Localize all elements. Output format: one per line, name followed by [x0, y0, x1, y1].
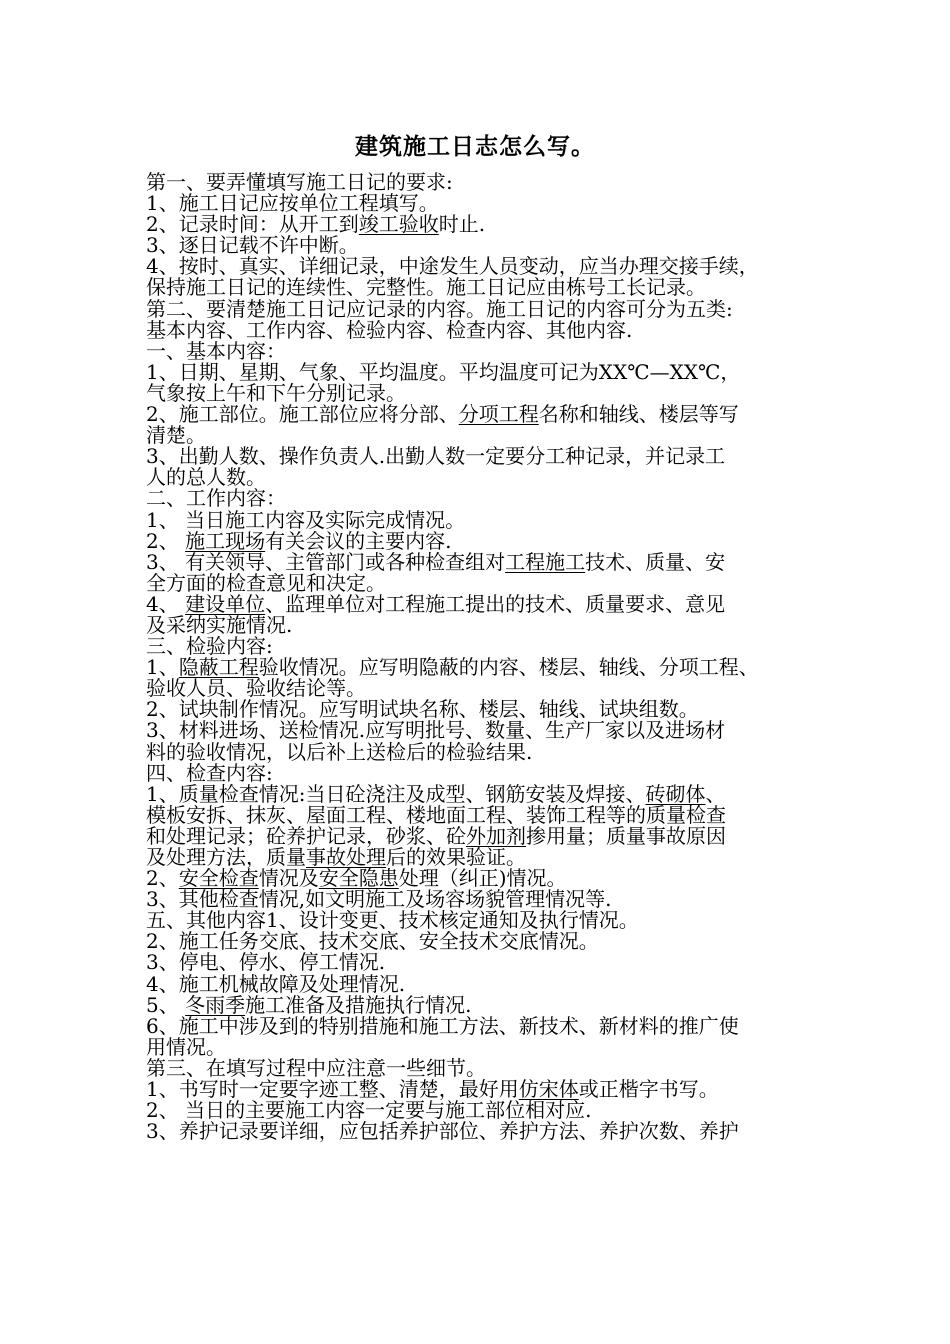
underlined-term: 隐蔽工程 — [178, 655, 259, 680]
text-segment: 有关会议的主要内容. — [265, 528, 452, 553]
text-line — [146, 720, 826, 741]
text-segment: 2、施工部位。施工部位应将分部、 — [146, 402, 459, 427]
text-segment: 第二、要清楚施工日记应记录的内容。施工日记的内容可分为五类: — [146, 296, 733, 321]
underlined-term: 仿宋体 — [518, 1077, 579, 1102]
text-line — [146, 678, 826, 699]
text-segment: 4、按时、真实、详细记录，中途发生人员变动，应当办理交接手续， — [146, 254, 759, 279]
text-line — [146, 425, 826, 446]
text-segment: 料的验收情况，以后补上送检后的检验结果. — [146, 739, 533, 764]
text-line — [146, 889, 826, 910]
text-segment: 施工准备及措施执行情况. — [245, 992, 472, 1017]
text-line — [146, 868, 826, 889]
text-line — [146, 338, 826, 363]
text-segment: 技术、质量、安 — [585, 549, 726, 574]
text-line — [146, 1121, 826, 1142]
text-line — [146, 1034, 826, 1059]
text-line — [146, 296, 826, 321]
text-line — [146, 317, 826, 342]
text-segment: 人的总人数。 — [146, 465, 266, 490]
text-segment: 1、质量检查情况:当日砼浇注及成型、钢筋安装及焊接、 — [146, 781, 646, 806]
text-line — [146, 1100, 826, 1121]
underlined-term: 外加剂 — [466, 823, 526, 848]
underlined-term: 工程施工 — [505, 549, 586, 574]
text-segment: 情况及 — [258, 866, 319, 891]
text-segment: 1、书写时一定要字迹工整、清楚，最好用 — [146, 1077, 519, 1102]
text-line — [146, 256, 826, 277]
text-segment: 三、检验内容: — [146, 634, 273, 659]
underlined-term: 冬雨季 — [185, 992, 246, 1017]
underlined-term: 竣工验收 — [358, 212, 439, 237]
text-line — [146, 971, 826, 996]
underlined-term: 分项工程 — [458, 402, 539, 427]
document-body — [146, 172, 826, 1142]
text-segment: 第三、在填写过程中应注意一些细节。 — [146, 1055, 486, 1080]
text-segment: 4、施工机械故障及处理情况. — [146, 971, 406, 996]
text-segment: 、监理单位对工程施工提出的技术、质量要求、意见 — [265, 591, 726, 616]
text-segment: 五、其他内容1、设计变更、技术核定通知及执行情况。 — [146, 908, 639, 933]
text-segment: 4、 — [146, 591, 186, 616]
text-line — [146, 570, 826, 595]
text-line — [146, 802, 826, 827]
text-segment: 、 — [705, 781, 726, 806]
text-segment: 验收人员、验收结论等。 — [146, 676, 366, 701]
text-segment: 时止. — [438, 212, 486, 237]
text-line — [146, 657, 826, 678]
text-segment: 5、 — [146, 992, 186, 1017]
text-line — [146, 446, 826, 467]
text-segment: 3、材料进场、送检情况.应写明批号、数量、生产厂家以及进场材 — [146, 718, 726, 743]
text-segment: 名称和轴线、楼层等写 — [538, 402, 739, 427]
text-line — [146, 467, 826, 488]
text-line — [146, 528, 826, 553]
text-line — [146, 404, 826, 425]
text-segment: 6、施工中涉及到的特别措施和施工方法、新技术、新材料的推广使 — [146, 1013, 739, 1038]
document-title: 建筑施工日志怎么写。 — [355, 133, 595, 160]
text-line — [146, 1055, 826, 1080]
text-line — [146, 636, 826, 657]
text-segment: 四、检查内容: — [146, 760, 273, 785]
text-segment: 处理（纠正)情况。 — [398, 866, 567, 891]
text-line — [146, 488, 826, 509]
text-segment: 3、 有关领导、主管部门或各种检查组对 — [146, 549, 506, 574]
text-segment: 全方面的检查意见和决定。 — [146, 570, 386, 595]
text-segment: 及处理方法，质量 — [146, 845, 306, 869]
text-segment: 3、逐日记载不许中断。 — [146, 233, 359, 258]
text-segment: 2、 当日的主要施工内容一定要与施工部位相对应. — [146, 1098, 592, 1123]
text-segment: 验收情况。应写明隐蔽的内容、楼层、轴线、分项工程、 — [258, 655, 759, 680]
text-segment: 和处理记录；砼养护记录，砂浆、砼 — [146, 823, 466, 848]
underlined-term: 施工现场 — [185, 528, 266, 553]
text-segment: 第一、要弄懂填写施工日记的要求: — [146, 170, 453, 194]
text-line — [146, 931, 826, 952]
text-segment: 保持施工日记的连续性、完整性。施工日记应由栋号工长记录。 — [146, 275, 706, 300]
text-line — [146, 172, 826, 193]
text-segment: 2、施工任务交底、技术交底、安全技术交底情况。 — [146, 929, 599, 954]
text-segment: 清楚。 — [146, 423, 206, 448]
text-line — [146, 910, 826, 931]
text-segment: 气象按上午和下午分别记录。 — [146, 380, 406, 405]
text-line — [146, 1079, 826, 1100]
text-segment: 用情况。 — [146, 1034, 226, 1059]
text-segment: 1、施工日记应按单位工程填写。 — [146, 191, 439, 216]
text-line — [146, 952, 826, 973]
underlined-term: 砖砌体 — [645, 781, 706, 806]
text-line — [146, 235, 826, 256]
text-line — [146, 359, 826, 384]
text-line — [146, 277, 826, 298]
text-segment: 或正楷字书写。 — [578, 1077, 719, 1102]
text-line — [146, 612, 826, 637]
text-line — [146, 992, 826, 1017]
text-segment: 掺用量；质量事故原因 — [526, 823, 726, 848]
text-segment: 及采纳实施情况. — [146, 612, 293, 637]
underlined-term: 安全检查 — [178, 866, 259, 891]
text-segment: 2、 — [146, 866, 179, 891]
text-segment: 一、基本内容： — [146, 338, 286, 363]
underlined-term: 建设单位 — [185, 591, 266, 616]
text-segment: 1、 当日施工内容及实际完成情况。 — [146, 507, 466, 532]
text-segment: 后的效果验证。 — [386, 845, 526, 869]
text-line — [146, 193, 826, 214]
text-segment: 1、 — [146, 655, 179, 680]
text-segment: 3、出勤人数、操作负责人.出勤人数一定要分工种记录，并记录工 — [146, 444, 726, 469]
text-line — [146, 781, 826, 806]
text-segment: 2、记录时间：从开工到 — [146, 212, 359, 237]
text-segment: 模板安拆、抹灰、屋面工程、楼地面工程、装饰工程等的质量检查 — [146, 802, 726, 827]
text-segment: 3、停电、停水、停工情况. — [146, 950, 386, 975]
text-line — [146, 847, 826, 868]
text-segment: 基本内容、工作内容、检验内容、检查内容、其他内容. — [146, 317, 633, 342]
text-line — [146, 760, 826, 785]
text-line — [146, 380, 826, 405]
text-line — [146, 591, 826, 616]
text-segment: 2、试块制作情况。应写明试块名称、楼层、轴线、试块组数。 — [146, 697, 699, 722]
text-line — [146, 507, 826, 532]
text-segment: 二、工作内容： — [146, 486, 286, 511]
underlined-term: 安全隐患 — [318, 866, 399, 891]
text-line — [146, 739, 826, 764]
text-segment: 3、养护记录要详细，应包括养护部位、养护方法、养护次数、养护 — [146, 1119, 739, 1144]
text-line — [146, 549, 826, 574]
text-segment: 2、 — [146, 528, 186, 553]
underlined-term: 事故处理 — [306, 845, 386, 869]
text-segment: 1、日期、星期、气象、平均温度。平均温度可记为XX℃—XX℃， — [146, 359, 741, 384]
text-segment: 3、其他检查情况,如文明施工及场容场貌管理情况等. — [146, 887, 612, 912]
text-line — [146, 823, 826, 848]
text-line — [146, 699, 826, 720]
text-line — [146, 1013, 826, 1038]
text-line — [146, 214, 826, 235]
